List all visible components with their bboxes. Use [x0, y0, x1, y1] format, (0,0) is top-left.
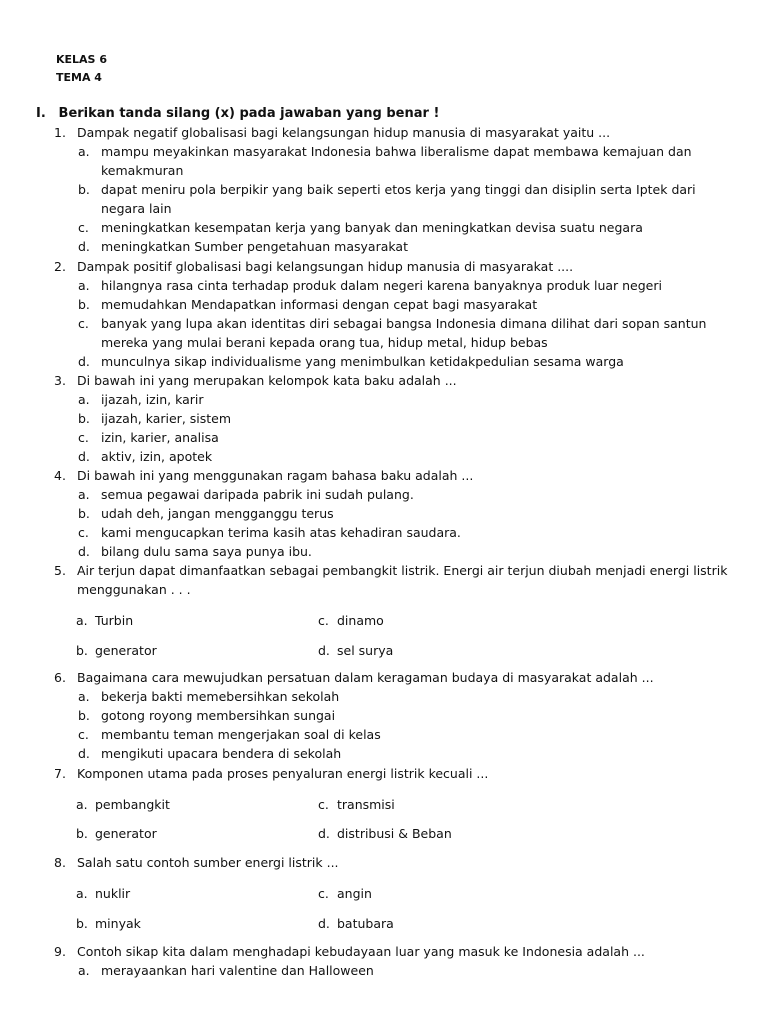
class-label: KELAS 6 [56, 53, 107, 66]
question-text: Komponen utama pada proses penyaluran energi listrik kecuali ... [77, 766, 489, 781]
option-letter: b. [78, 297, 90, 312]
question-8-option-b[interactable] [76, 914, 141, 933]
option-letter: d. [78, 239, 90, 254]
question-number: 2. [54, 259, 66, 274]
option-letter: a. [76, 886, 88, 901]
option-letter: d. [318, 826, 330, 841]
question-5-option-b[interactable] [76, 641, 157, 660]
option-text: hilangnya rasa cinta terhadap produk dalam negeri karena banyaknya produk luar negeri [101, 278, 662, 293]
question-8-option-d[interactable] [318, 914, 394, 933]
option-text: semua pegawai daripada pabrik ini sudah pulang. [101, 487, 414, 502]
option-text: bilang dulu sama saya punya ibu. [101, 544, 312, 559]
option-text: munculnya sikap individualisme yang menimbulkan ketidakpedulian sesama warga [101, 354, 624, 369]
question-7-option-a[interactable] [76, 795, 170, 814]
option-letter: c. [318, 886, 329, 901]
question-text: Salah satu contoh sumber energi listrik ... [77, 855, 339, 870]
option-letter: a. [78, 144, 90, 159]
question-8-option-a[interactable] [76, 884, 130, 903]
option-text: gotong royong membersihkan sungai [101, 708, 336, 723]
question-8-option-c[interactable] [318, 884, 372, 903]
question-1-option-b[interactable] [78, 180, 728, 218]
question-4 [54, 466, 744, 485]
option-text: banyak yang lupa akan identitas diri sebagai bangsa Indonesia dimana dilihat dari sopan santun mereka yang mulai berani kepada orang tua, hidup metal, hidup bebas [101, 316, 707, 350]
option-text: sel surya [337, 643, 394, 658]
option-text: nuklir [95, 886, 131, 901]
question-1-option-a[interactable] [78, 142, 728, 180]
question-6 [54, 668, 744, 687]
option-letter: c. [78, 525, 89, 540]
question-6-option-b[interactable] [78, 706, 728, 725]
option-letter: d. [318, 916, 330, 931]
question-3-option-a[interactable] [78, 390, 728, 409]
question-text: Di bawah ini yang menggunakan ragam bahasa baku adalah ... [77, 468, 474, 483]
question-4-option-a[interactable] [78, 485, 728, 504]
option-letter: a. [76, 797, 88, 812]
option-text: merayaankan hari valentine dan Halloween [101, 963, 374, 978]
option-letter: b. [76, 916, 88, 931]
option-text: ijazah, karier, sistem [101, 411, 232, 426]
option-text: bekerja bakti memebersihkan sekolah [101, 689, 340, 704]
question-9 [54, 942, 744, 961]
question-text: Contoh sikap kita dalam menghadapi kebudayaan luar yang masuk ke Indonesia adalah ... [77, 944, 645, 959]
section-number: I. [36, 106, 46, 121]
option-text: mampu meyakinkan masyarakat Indonesia bahwa liberalisme dapat membawa kemajuan dan kemakmuran [101, 144, 692, 178]
option-letter: b. [78, 708, 90, 723]
option-letter: d. [78, 746, 90, 761]
question-8 [54, 853, 744, 872]
option-letter: c. [318, 613, 329, 628]
question-4-option-d[interactable] [78, 542, 728, 561]
question-4-option-c[interactable] [78, 523, 728, 542]
option-text: izin, karier, analisa [101, 430, 219, 445]
option-text: batubara [337, 916, 394, 931]
option-letter: c. [78, 727, 89, 742]
question-9-option-a[interactable] [78, 961, 728, 980]
option-letter: a. [78, 392, 90, 407]
option-text: dapat meniru pola berpikir yang baik seperti etos kerja yang tinggi dan disiplin serta Iptek dari negara lain [101, 182, 696, 216]
option-letter: d. [78, 544, 90, 559]
question-7-option-b[interactable] [76, 824, 157, 843]
question-text: Dampak negatif globalisasi bagi kelangsungan hidup manusia di masyarakat yaitu ... [77, 125, 611, 140]
question-2 [54, 257, 744, 276]
question-5-option-a[interactable] [76, 611, 133, 630]
question-2-option-d[interactable] [78, 352, 728, 371]
question-number: 9. [54, 944, 66, 959]
section-instruction-text: Berikan tanda silang (x) pada jawaban yang benar ! [58, 106, 440, 121]
option-letter: d. [78, 354, 90, 369]
option-letter: a. [78, 963, 90, 978]
question-number: 5. [54, 563, 66, 578]
question-text: Air terjun dapat dimanfaatkan sebagai pembangkit listrik. Energi air terjun diubah menjadi energi listrik menggunakan . . . [77, 563, 728, 597]
question-3-option-c[interactable] [78, 428, 728, 447]
question-2-option-c[interactable] [78, 314, 728, 352]
option-text: meningkatkan kesempatan kerja yang banyak dan meningkatkan devisa suatu negara [101, 220, 643, 235]
question-number: 3. [54, 373, 66, 388]
question-7 [54, 764, 744, 783]
question-3-option-d[interactable] [78, 447, 728, 466]
option-letter: a. [76, 613, 88, 628]
question-text: Di bawah ini yang merupakan kelompok kata baku adalah ... [77, 373, 457, 388]
option-text: dinamo [337, 613, 384, 628]
theme-label: TEMA 4 [56, 71, 102, 84]
option-letter: b. [78, 506, 90, 521]
option-letter: b. [78, 182, 90, 197]
option-text: aktiv, izin, apotek [101, 449, 213, 464]
question-3-option-b[interactable] [78, 409, 728, 428]
question-4-option-b[interactable] [78, 504, 728, 523]
option-text: memudahkan Mendapatkan informasi dengan cepat bagi masyarakat [101, 297, 538, 312]
option-text: distribusi & Beban [337, 826, 452, 841]
option-text: generator [95, 826, 157, 841]
question-2-option-a[interactable] [78, 276, 728, 295]
option-letter: b. [78, 411, 90, 426]
option-letter: c. [318, 797, 329, 812]
option-text: ijazah, izin, karir [101, 392, 204, 407]
option-text: mengikuti upacara bendera di sekolah [101, 746, 342, 761]
question-6-option-a[interactable] [78, 687, 728, 706]
question-5 [54, 561, 744, 599]
option-letter: d. [318, 643, 330, 658]
option-letter: c. [78, 316, 89, 331]
option-letter: b. [76, 826, 88, 841]
question-number: 7. [54, 766, 66, 781]
option-text: minyak [95, 916, 141, 931]
question-6-option-d[interactable] [78, 744, 728, 763]
question-number: 6. [54, 670, 66, 685]
question-number: 4. [54, 468, 66, 483]
question-1-option-d[interactable] [78, 237, 728, 256]
option-letter: a. [78, 278, 90, 293]
option-text: meningkatkan Sumber pengetahuan masyarakat [101, 239, 408, 254]
question-5-option-c[interactable] [318, 611, 384, 630]
option-text: transmisi [337, 797, 395, 812]
question-number: 1. [54, 125, 66, 140]
question-text: Bagaimana cara mewujudkan persatuan dalam keragaman budaya di masyarakat adalah ... [77, 670, 654, 685]
section-instruction [36, 104, 439, 124]
option-text: Turbin [95, 613, 134, 628]
option-text: pembangkit [95, 797, 170, 812]
option-letter: c. [78, 220, 89, 235]
option-letter: a. [78, 487, 90, 502]
question-1 [54, 123, 744, 142]
question-3 [54, 371, 744, 390]
option-text: kami mengucapkan terima kasih atas kehadiran saudara. [101, 525, 461, 540]
option-text: generator [95, 643, 157, 658]
option-letter: d. [78, 449, 90, 464]
option-text: membantu teman mengerjakan soal di kelas [101, 727, 381, 742]
question-text: Dampak positif globalisasi bagi kelangsungan hidup manusia di masyarakat .... [77, 259, 574, 274]
question-1-option-c[interactable] [78, 218, 728, 237]
question-2-option-b[interactable] [78, 295, 728, 314]
question-5-option-d[interactable] [318, 641, 393, 660]
option-letter: a. [78, 689, 90, 704]
question-number: 8. [54, 855, 66, 870]
option-text: udah deh, jangan mengganggu terus [101, 506, 334, 521]
question-7-option-c[interactable] [318, 795, 395, 814]
question-6-option-c[interactable] [78, 725, 728, 744]
option-letter: c. [78, 430, 89, 445]
option-text: angin [337, 886, 372, 901]
question-7-option-d[interactable] [318, 824, 452, 843]
option-letter: b. [76, 643, 88, 658]
